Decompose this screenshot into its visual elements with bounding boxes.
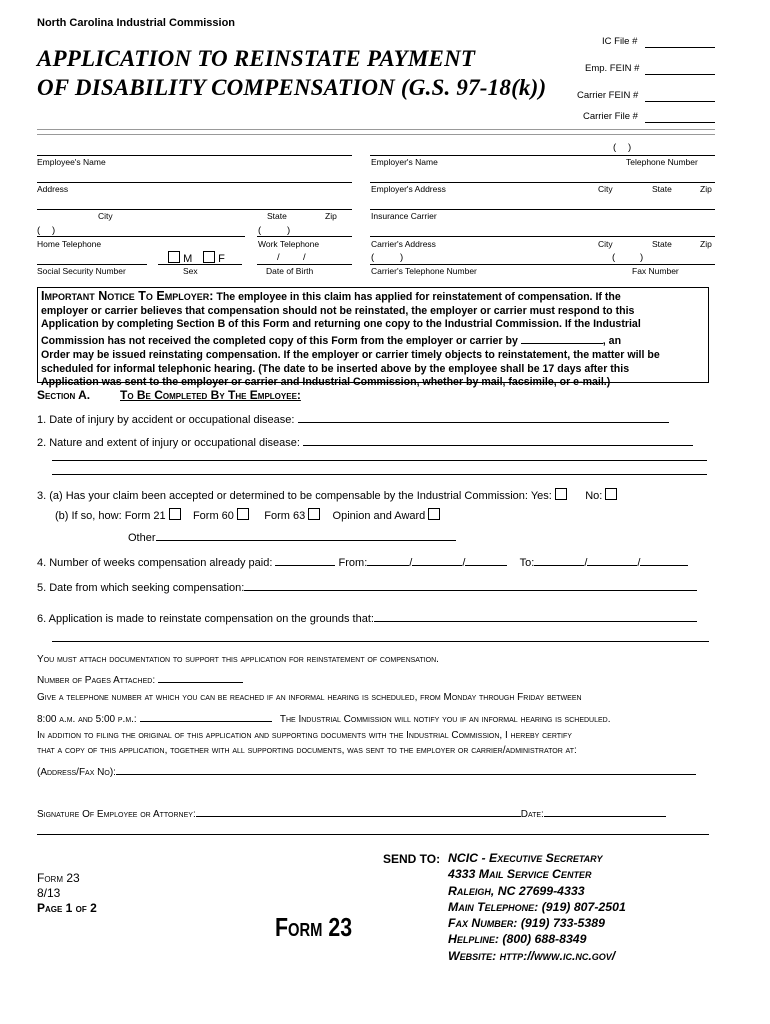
employee-name-label: Employee's Name [37,157,106,167]
employer-address-field[interactable] [370,182,715,183]
fax-area-close: ) [640,252,644,263]
date-of-injury-field[interactable] [298,411,669,423]
employee-name-field[interactable] [37,155,352,156]
dob-label: Date of Birth [266,266,314,276]
from-month-field[interactable] [367,554,409,566]
from-label: From: [338,557,368,569]
notice-lead: Important Notice To Employer: [41,289,214,303]
attach-notice: You must attach documentation to support this application for reinstatement of compensation. [37,654,439,665]
ic-file-label: IC File # [602,36,638,47]
signature-row [37,805,666,820]
certify-line-1: In addition to filing the original of this application and supporting documents with the Industrial Commission, I hereby certify [37,730,572,741]
notice-line-1: The employee in this claim has applied for reinstatement of compensation. If the [216,291,621,303]
signature-label: Signature Of Employee or Attorney: [37,809,196,820]
signature-date-field[interactable] [544,805,666,817]
send-to-label: SEND TO: [383,852,441,866]
to-day-field[interactable] [587,554,637,566]
notice-line-4b: , an [602,335,622,348]
home-phone-area-close: ) [52,225,56,236]
home-telephone-field[interactable] [37,236,245,237]
dob-slash-2: / [303,252,306,263]
opinion-award-checkbox[interactable] [428,508,440,520]
emp-fein-label: Emp. FEIN # [585,63,640,74]
work-telephone-label: Work Telephone [258,239,320,249]
send-mail: 4333 Mail Service Center [448,867,592,882]
header-divider [37,129,715,135]
carrier-file-field[interactable] [645,122,715,123]
notice-line-3: Application by completing Section B of this Form and returning one copy to the Industrial Commission. If the Industrial [41,318,641,331]
employer-state-label: State [652,184,672,194]
grounds-line-2[interactable] [52,641,709,642]
notice-to-employer [37,287,709,389]
work-phone-area-open: ( [258,225,262,236]
question-1 [37,411,669,426]
to-month-field[interactable] [534,554,584,566]
dob-field[interactable] [257,264,352,265]
employer-name-field[interactable] [370,155,715,156]
phone-instruction-line-2 [37,710,611,725]
employee-zip-label: Zip [325,211,337,221]
employer-address-label: Employer's Address [371,184,446,194]
accepted-yes-checkbox[interactable] [555,488,567,500]
send-website-link[interactable]: Website: http://www.ic.nc.gov/ [448,948,616,963]
carrier-telephone-label: Carrier's Telephone Number [371,266,477,276]
form60-checkbox[interactable] [237,508,249,520]
phone-instruction-line-1: Give a telephone number at which you can be reached if an informal hearing is scheduled, from Monday through Friday between [37,692,582,703]
home-phone-area-open: ( [37,225,41,236]
pages-attached-field[interactable] [158,671,243,683]
send-city: Raleigh, NC 27699-4333 [448,883,585,898]
employee-address-field[interactable] [37,182,352,183]
section-a-label: Section A. [37,388,91,402]
form-title-line1: APPLICATION TO REINSTATE PAYMENT [37,46,476,71]
question-6 [37,610,697,625]
to-slash-2: / [637,557,641,569]
nature-of-injury-line-3[interactable] [52,474,707,475]
signature-field[interactable] [196,805,521,817]
carrier-phone-area-open: ( [371,252,375,263]
to-year-field[interactable] [640,554,688,566]
sex-f-label: F [218,253,225,265]
notice-line-4a: Commission has not received the completed copy of this Form from the employer or carrier by [41,335,518,348]
question-6-label: 6. Application is made to reinstate compensation on the grounds that: [37,613,374,625]
date-label: Date: [520,809,544,820]
address-fax-label: (Address/Fax No): [37,767,116,778]
sex-f-checkbox[interactable] [203,251,215,263]
notice-line-7: Application was sent to the employer or carrier and Industrial Commission, whether by mail, facsimile, or e-mail.) [41,376,611,389]
sex-f-option[interactable] [203,251,225,265]
question-2-label: 2. Nature and extent of injury or occupational disease: [37,437,300,449]
telephone-number-label: Telephone Number [626,157,698,167]
carrier-file-label: Carrier File # [583,111,638,122]
question-3b-label: (b) If so, how: Form 21 [55,510,166,522]
contact-phone-field[interactable] [140,710,272,722]
fax-area-open: ( [612,252,616,263]
opinion-label: Opinion and Award [332,510,426,522]
work-phone-area-close: ) [287,225,291,236]
question-3b [55,508,440,522]
question-2 [37,434,693,449]
carrier-zip-label: Zip [700,239,712,249]
employer-phone-area-open: ( [613,142,617,153]
phone-hours-label: 8:00 a.m. and 5:00 p.m.: [37,714,137,725]
sex-m-option[interactable] [168,251,192,265]
employer-zip-label: Zip [700,184,712,194]
certify-line-2: that a copy of this application, together with all supporting documents, was sent to the employer or carrier/administrator at: [37,745,577,756]
notice-line-5: Order may be issued reinstating compensation. If the employer or carrier timely objects to reinstatement, the matter will be [41,348,660,361]
ic-file-field[interactable] [645,47,715,48]
question-3a [37,488,617,502]
footer-divider [37,834,709,835]
carrier-telephone-field[interactable] [370,264,715,265]
carrier-phone-area-close: ) [400,252,404,263]
home-telephone-label: Home Telephone [37,239,102,249]
notice-line-6: scheduled for informal telephonic hearing. (The date to be inserted above by the employee shall be 17 days after this [41,362,630,375]
question-3a-label: 3. (a) Has your claim been accepted or determined to be compensable by the Industrial Commission: Yes: [37,490,552,502]
employer-phone-area-close: ) [628,142,632,153]
question-5-label: 5. Date from which seeking compensation: [37,582,245,594]
emp-fein-field[interactable] [645,74,715,75]
weeks-paid-field[interactable] [275,554,335,566]
form-info [37,871,97,916]
seeking-date-field[interactable] [244,579,697,591]
from-day-field[interactable] [412,554,462,566]
from-slash-2: / [462,557,466,569]
carrier-fein-field[interactable] [645,101,715,102]
form-revision: 8/13 [37,886,61,900]
form-title-line2: OF DISABILITY COMPENSATION (G.S. 97-18(k)) [37,75,547,100]
sex-label: Sex [183,266,198,276]
insurance-carrier-label: Insurance Carrier [371,211,437,221]
send-to-address [448,850,626,964]
question-4 [37,554,688,569]
address-label: Address [37,184,69,194]
form63-label: Form 63 [264,510,306,522]
send-helpline: Helpline: (800) 688-8349 [448,932,587,947]
page-indicator: Page 1 of 2 [37,901,97,915]
question-4-label: 4. Number of weeks compensation already paid: [37,557,273,569]
send-fax: Fax Number: (919) 733-5389 [448,916,605,931]
agency-name: North Carolina Industrial Commission [37,17,236,29]
sex-m-label: M [183,253,193,265]
employer-city-label: City [598,184,613,194]
pages-attached-label: Number of Pages Attached: [37,675,156,686]
employee-city-label: City [98,211,113,221]
employee-city-state-zip-field[interactable] [37,209,352,210]
form-big-title: Form 23 [275,912,353,942]
insurance-carrier-field[interactable] [370,209,715,210]
form21-checkbox[interactable] [169,508,181,520]
other-label: Other [128,532,156,544]
work-telephone-field[interactable] [257,236,352,237]
send-main-telephone: Main Telephone: (919) 807-2501 [448,899,626,914]
to-slash-1: / [584,557,588,569]
nature-of-injury-line-2[interactable] [52,460,707,461]
sex-m-checkbox[interactable] [168,251,180,263]
notice-line-2: employer or carrier believes that compensation should not be reinstated, the employer or carrier must respond to this [41,304,635,317]
nature-of-injury-field[interactable] [303,434,693,446]
other-field[interactable] [156,529,456,541]
other-row [128,529,456,544]
send-ncic: NCIC - Executive Secretary [448,851,603,865]
hearing-notify-text: The Industrial Commission will notify you if an informal hearing is scheduled. [279,714,611,725]
carrier-address-label: Carrier's Address [371,239,436,249]
question-5 [37,579,697,594]
carrier-address-field[interactable] [370,236,715,237]
ssn-field[interactable] [37,264,147,265]
accepted-no-label: No: [585,490,603,502]
pages-attached [37,671,243,686]
from-year-field[interactable] [465,554,507,566]
ssn-label: Social Security Number [37,266,126,276]
employer-name-label: Employer's Name [371,157,438,167]
accepted-no-checkbox[interactable] [605,488,617,500]
sex-field[interactable] [158,264,242,265]
form60-label: Form 60 [192,510,234,522]
form63-checkbox[interactable] [308,508,320,520]
section-a-heading: To Be Completed By The Employee: [120,388,301,402]
fax-number-label: Fax Number [632,266,679,276]
grounds-field[interactable] [374,610,697,622]
from-slash-1: / [409,557,413,569]
employee-state-label: State [267,211,287,221]
carrier-state-label: State [652,239,672,249]
question-1-label: 1. Date of injury by accident or occupational disease: [37,414,295,426]
carrier-fein-label: Carrier FEIN # [577,90,639,101]
address-fax-row [37,763,696,778]
dob-slash-1: / [277,252,280,263]
to-label: To: [519,557,535,569]
address-fax-field[interactable] [116,763,696,775]
response-deadline-field[interactable] [521,332,603,344]
form-number: Form 23 [37,871,80,885]
carrier-city-label: City [598,239,613,249]
